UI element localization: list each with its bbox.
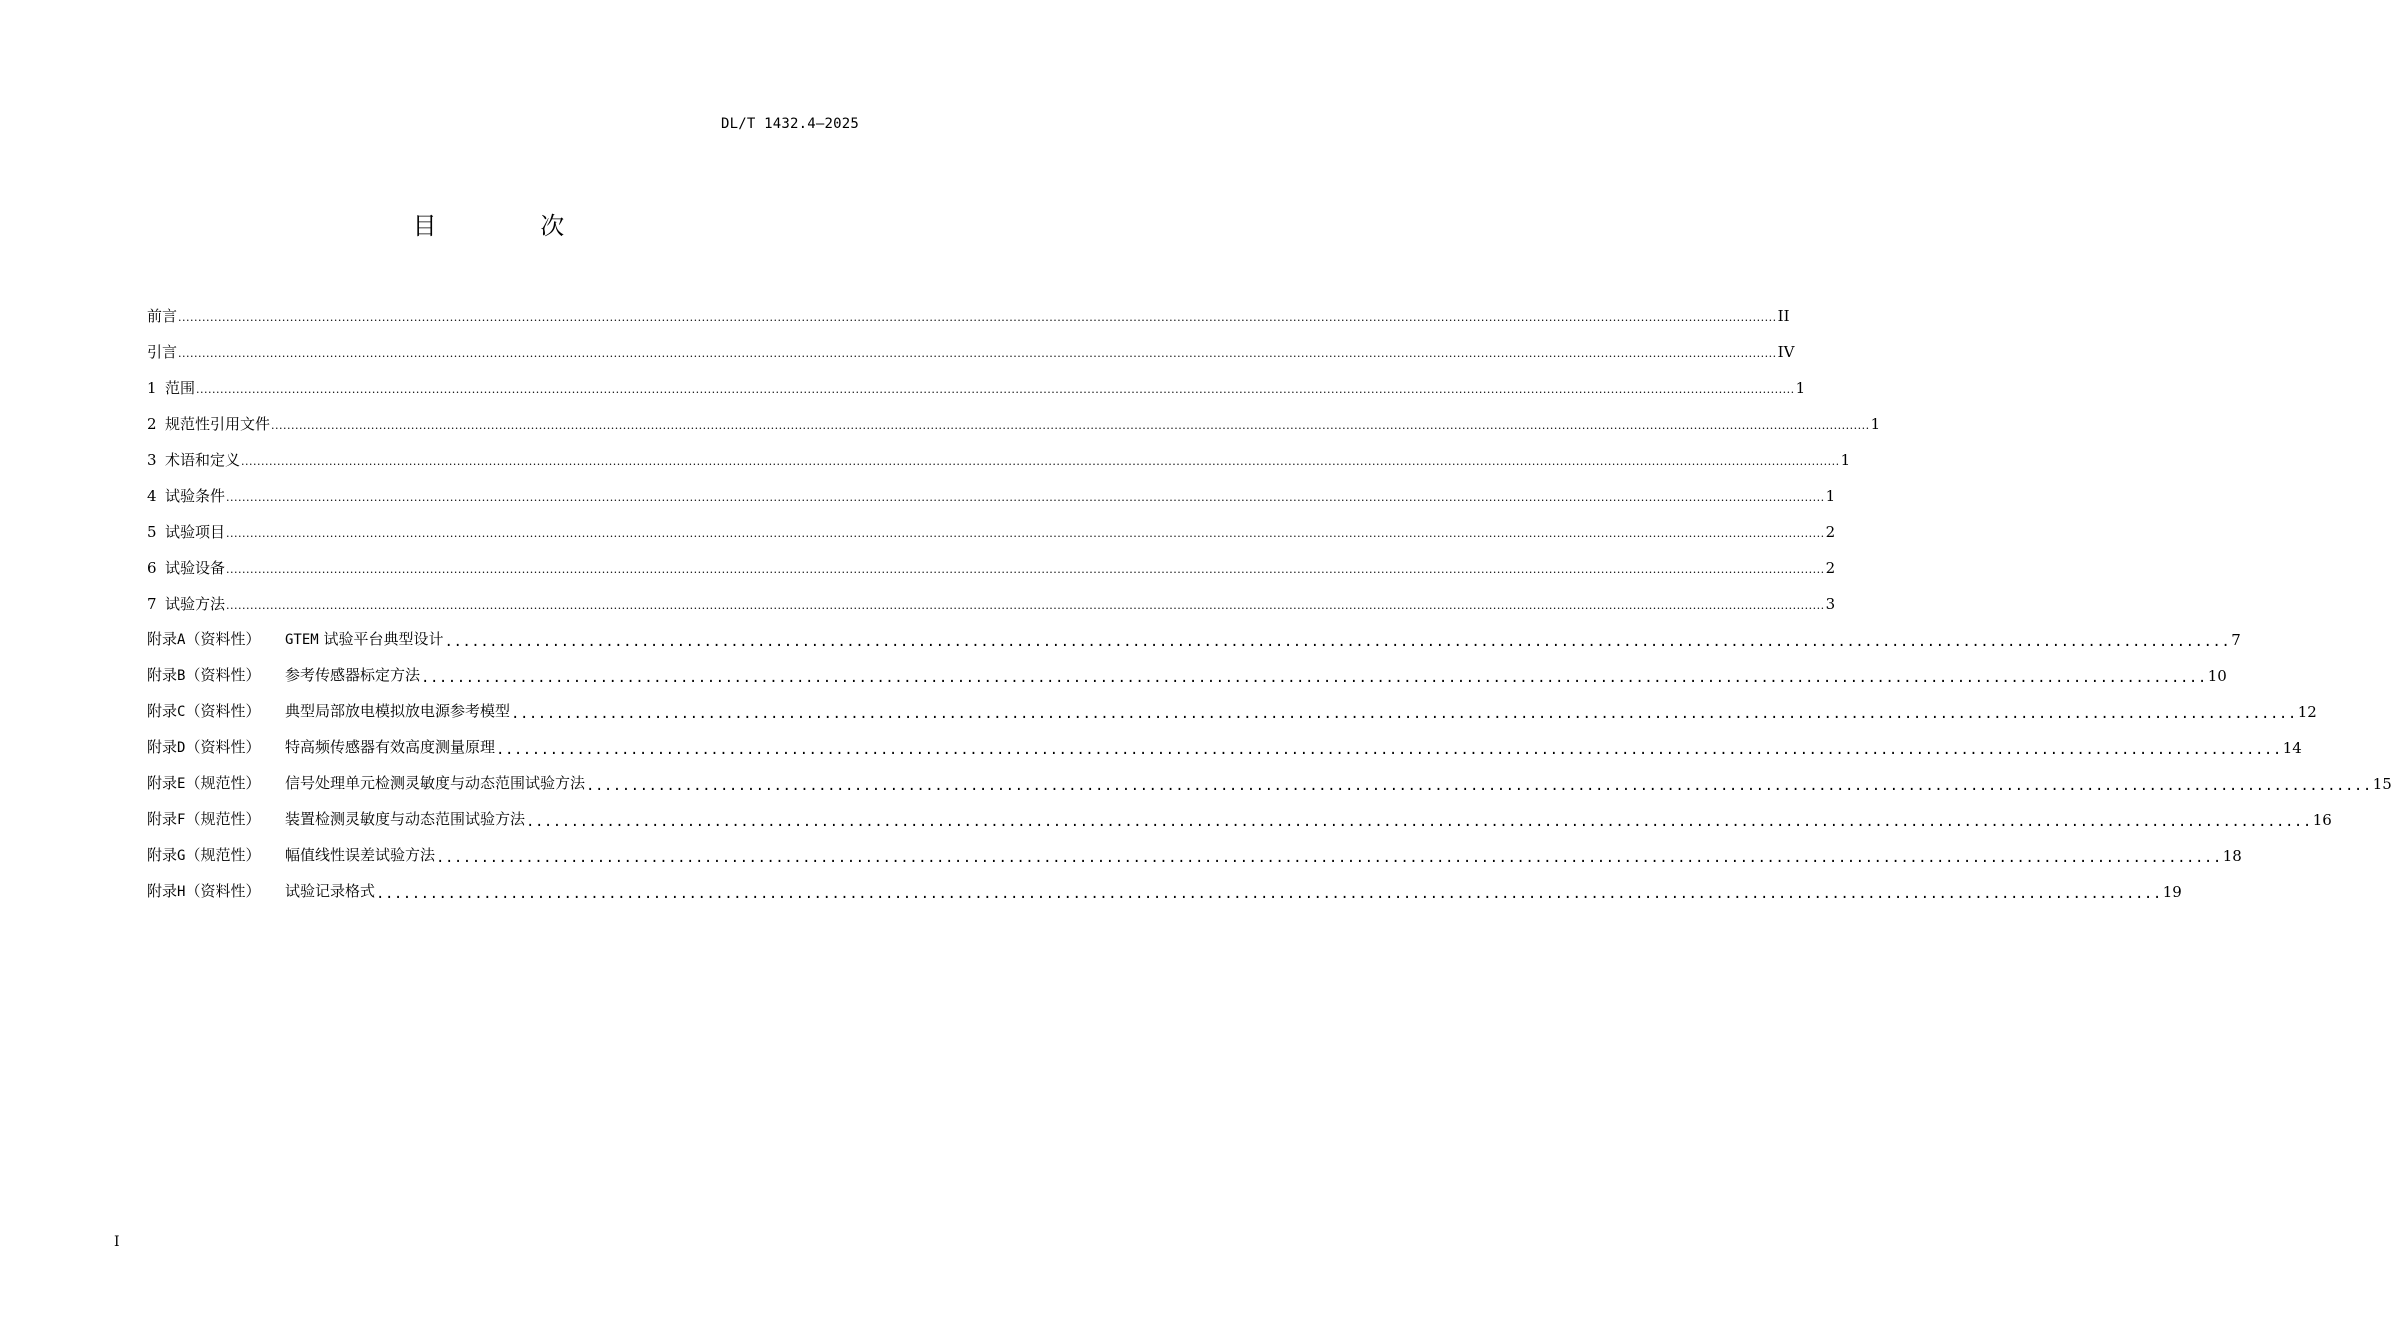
appendix-tag: [147, 737, 285, 758]
appendix-tag: [147, 845, 285, 866]
appendix-nature: （资料性）: [185, 630, 261, 648]
toc-entry-label: [147, 450, 240, 470]
appendix-nature: （资料性）: [185, 666, 261, 684]
appendix-title-prefix: GTEM: [285, 632, 319, 648]
appendix-nature: （资料性）: [185, 882, 261, 900]
toc-entry-label: [147, 701, 510, 722]
toc-entry-title: 前言: [147, 307, 178, 325]
toc-entry[interactable]: [147, 578, 1836, 614]
toc-entry-title: 试验平台典型设计: [323, 630, 444, 648]
dot-leader: ........................................................................................................................................................................................................: [511, 706, 2297, 722]
appendix-word: 附录: [147, 882, 178, 900]
page-number: I: [114, 1234, 120, 1250]
toc-entry-label: [147, 558, 225, 578]
toc-page-number: II: [1777, 307, 1790, 325]
standard-code: DL/T 1432.4—2025: [720, 116, 859, 132]
section-number: 1: [147, 379, 157, 397]
appendix-letter: F: [177, 812, 186, 828]
dot-leader: ................................................................................................................................................................................................................................................................................................................................................................................................................: [226, 491, 1825, 504]
section-number: 7: [147, 595, 157, 613]
toc-page-number: IV: [1777, 343, 1795, 361]
toc-entry[interactable]: [147, 758, 2392, 794]
toc-entry-label: [147, 665, 420, 686]
appendix-tag: [147, 629, 285, 650]
toc-page-number: 18: [2222, 847, 2242, 865]
toc-entry-label: [147, 414, 270, 434]
toc-entry-label: [147, 522, 225, 542]
toc-page-number: 14: [2282, 739, 2302, 757]
toc-entry[interactable]: [147, 362, 1806, 398]
dot-leader: ................................................................................................................................................................................................................................................................................................................................................................................................................: [196, 383, 1795, 396]
toc-entry-title: 术语和定义: [165, 451, 241, 469]
toc-entry[interactable]: [147, 470, 1836, 506]
appendix-nature: （规范性）: [185, 846, 261, 864]
dot-leader: ........................................................................................................................................................................................................: [376, 886, 2162, 902]
dot-leader: ................................................................................................................................................................................................................................................................................................................................................................................................................: [226, 563, 1825, 576]
appendix-letter: D: [177, 740, 186, 756]
section-number: 4: [147, 487, 157, 505]
page-title: 目 次: [412, 212, 613, 240]
appendix-letter: A: [177, 632, 186, 648]
toc-entry-label: [147, 845, 435, 866]
toc-entry-title: 参考传感器标定方法: [285, 666, 421, 684]
dot-leader: ................................................................................................................................................................................................................................................................................................................................................................................................................: [241, 455, 1840, 468]
appendix-word: 附录: [147, 738, 178, 756]
dot-leader: ........................................................................................................................................................................................................: [586, 778, 2372, 794]
appendix-letter: E: [177, 776, 186, 792]
section-number: 3: [147, 451, 157, 469]
appendix-letter: C: [177, 704, 186, 720]
appendix-letter: G: [177, 848, 186, 864]
appendix-nature: （规范性）: [185, 810, 261, 828]
appendix-word: 附录: [147, 702, 178, 720]
toc-entry-label: [147, 306, 177, 326]
toc-entry[interactable]: [147, 830, 2242, 866]
toc-entry[interactable]: [147, 542, 1836, 578]
toc-entry-label: [147, 342, 177, 362]
toc-entry[interactable]: [147, 326, 1795, 362]
toc-page-number: 16: [2312, 811, 2332, 829]
section-number: 6: [147, 559, 157, 577]
toc-entry[interactable]: [147, 614, 2241, 650]
toc-entry-title: 试验记录格式: [285, 882, 376, 900]
toc-entry-title: 试验方法: [165, 595, 226, 613]
dot-leader: ........................................................................................................................................................................................................: [436, 850, 2222, 866]
appendix-letter: H: [177, 884, 186, 900]
toc-entry-label: [147, 773, 585, 794]
toc-entry-title: 装置检测灵敏度与动态范围试验方法: [285, 810, 526, 828]
toc-entry-title: 试验项目: [165, 523, 226, 541]
toc-page-number: 2: [1825, 559, 1836, 577]
toc-page-number: 19: [2162, 883, 2182, 901]
toc-entry[interactable]: [147, 794, 2332, 830]
appendix-word: 附录: [147, 810, 178, 828]
appendix-word: 附录: [147, 666, 178, 684]
toc-entry-title: 范围: [165, 379, 196, 397]
appendix-nature: （资料性）: [185, 702, 261, 720]
toc-entry-title: 特高频传感器有效高度测量原理: [285, 738, 496, 756]
appendix-nature: （规范性）: [185, 774, 261, 792]
appendix-letter: B: [177, 668, 186, 684]
dot-leader: ........................................................................................................................................................................................................: [421, 670, 2207, 686]
dot-leader: ........................................................................................................................................................................................................: [496, 742, 2282, 758]
table-of-contents: [147, 290, 2392, 902]
dot-leader: ................................................................................................................................................................................................................................................................................................................................................................................................................: [178, 311, 1777, 324]
toc-entry-title: 引言: [147, 343, 178, 361]
appendix-tag: [147, 809, 285, 830]
toc-page-number: 15: [2372, 775, 2392, 793]
toc-page-number: 1: [1825, 487, 1836, 505]
dot-leader: ................................................................................................................................................................................................................................................................................................................................................................................................................: [271, 419, 1870, 432]
toc-entry-title: 试验设备: [165, 559, 226, 577]
appendix-tag: [147, 665, 285, 686]
toc-page-number: 1: [1870, 415, 1881, 433]
toc-page-number: 12: [2297, 703, 2317, 721]
toc-entry-title: 试验条件: [165, 487, 226, 505]
toc-entry-label: [147, 378, 195, 398]
appendix-word: 附录: [147, 846, 178, 864]
toc-entry-label: [147, 737, 495, 758]
dot-leader: ................................................................................................................................................................................................................................................................................................................................................................................................................: [226, 527, 1825, 540]
toc-entry-title: 信号处理单元检测灵敏度与动态范围试验方法: [285, 774, 586, 792]
appendix-nature: （资料性）: [185, 738, 261, 756]
toc-entry[interactable]: [147, 398, 1881, 434]
toc-entry-label: [147, 881, 375, 902]
toc-entry-title: 典型局部放电模拟放电源参考模型: [285, 702, 511, 720]
toc-entry-label: [147, 486, 225, 506]
appendix-word: 附录: [147, 774, 178, 792]
appendix-tag: [147, 701, 285, 722]
section-number: 2: [147, 415, 157, 433]
dot-leader: ........................................................................................................................................................................................................: [526, 814, 2312, 830]
dot-leader: ................................................................................................................................................................................................................................................................................................................................................................................................................: [226, 599, 1825, 612]
dot-leader: ........................................................................................................................................................................................................: [444, 634, 2231, 650]
toc-entry[interactable]: [147, 434, 1851, 470]
toc-page-number: 10: [2207, 667, 2227, 685]
toc-entry-title: 幅值线性误差试验方法: [285, 846, 436, 864]
toc-page-number: 1: [1795, 379, 1806, 397]
appendix-tag: [147, 773, 285, 794]
toc-entry[interactable]: [147, 650, 2227, 686]
toc-entry[interactable]: [147, 866, 2182, 902]
toc-entry-label: [147, 809, 525, 830]
appendix-tag: [147, 881, 285, 902]
toc-entry-label: [147, 629, 444, 650]
toc-page-number: 2: [1825, 523, 1836, 541]
toc-entry-label: [147, 594, 225, 614]
toc-entry[interactable]: [147, 686, 2317, 722]
toc-entry[interactable]: [147, 290, 1790, 326]
appendix-word: 附录: [147, 630, 178, 648]
toc-page-number: 7: [2231, 631, 2241, 649]
toc-entry[interactable]: [147, 722, 2302, 758]
toc-entry-title: 规范性引用文件: [165, 415, 271, 433]
toc-page-number: 3: [1825, 595, 1836, 613]
toc-entry[interactable]: [147, 506, 1836, 542]
section-number: 5: [147, 523, 157, 541]
dot-leader: ................................................................................................................................................................................................................................................................................................................................................................................................................: [178, 347, 1777, 360]
toc-page-number: 1: [1840, 451, 1851, 469]
